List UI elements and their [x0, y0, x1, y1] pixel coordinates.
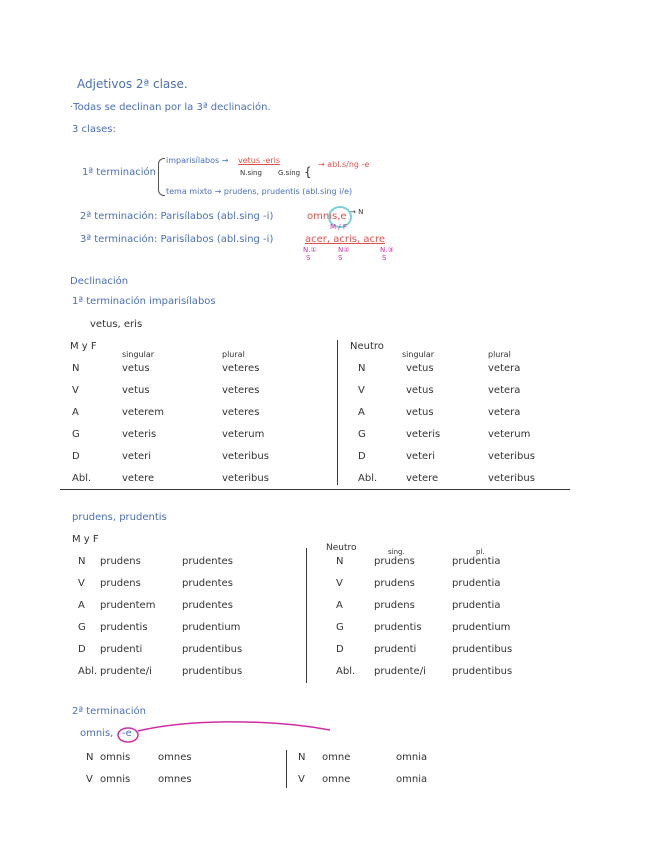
table1-right-cell-plural: veterum [488, 429, 531, 440]
t2-line: 2ª terminación: Parisílabos (abl.sing -i) [80, 211, 274, 222]
table1-left-cell-singular: veteri [122, 451, 152, 462]
t3-line: 3ª terminación: Parisílabos (abl.sing -i) [80, 234, 274, 245]
table2-left-cell-case: N [78, 556, 86, 567]
t3-words: acer, acris, acre [305, 234, 385, 245]
table2-left-cell-plural: prudentium [182, 622, 241, 633]
table2-right-cell-plural: prudentibus [452, 644, 513, 655]
table2-left-cell-singular: prudens [100, 578, 141, 589]
table1-left-cell-singular: vetus [122, 363, 150, 374]
t1-label: 1ª terminación [82, 167, 156, 178]
table3-right-cell-plural: omnia [396, 774, 428, 785]
table2-right-cell-singular: prudens [374, 600, 415, 611]
table1-right-cell-case: G [358, 429, 366, 440]
table2-left-head: M y F [72, 534, 99, 545]
t1-small-brace: { [304, 165, 312, 179]
table1-left-cell-plural: veteres [222, 363, 260, 374]
t3-mark-2b: S [338, 254, 343, 262]
table2-left-cell-plural: prudentibus [182, 644, 243, 655]
t1-tema-mixto: tema mixto → prudens, prudentis (abl.sing i/e) [166, 187, 353, 196]
section-divider [60, 489, 570, 490]
table2-left-cell-plural: prudentes [182, 578, 233, 589]
table3-left-cell-case: V [86, 774, 93, 785]
table1-left-cell-case: V [72, 385, 79, 396]
table1-left-head: M y F [70, 341, 97, 352]
table1-left-cell-plural: veteres [222, 385, 260, 396]
table3-word-b: -e [122, 728, 132, 739]
table1-left-cell-singular: veteris [122, 429, 157, 440]
table1-right-cell-singular: veteri [406, 451, 436, 462]
table3-left-cell-singular: omnis [100, 774, 131, 785]
table1-left-cell-case: G [72, 429, 80, 440]
declinacion-sub: 1ª terminación imparisílabos [72, 296, 216, 307]
table2-right-cell-plural: prudentia [452, 578, 501, 589]
table1-left-cell-plural: veterum [222, 429, 265, 440]
table2-left-cell-singular: prudentem [100, 600, 156, 611]
t1-example: vetus -eris [238, 156, 281, 165]
t1-imparisilabos: imparisílabos → [166, 156, 229, 165]
table1-divider [337, 340, 338, 485]
table3-right-cell-singular: omne [322, 752, 351, 763]
table3-left-cell-plural: omnes [158, 752, 192, 763]
table2-right-cell-case: A [336, 600, 343, 611]
table2-left-cell-singular: prudens [100, 556, 141, 567]
table1-right-cell-singular: vetus [406, 363, 434, 374]
table2-left-cell-case: V [78, 578, 85, 589]
table2-right-cell-singular: prudenti [374, 644, 417, 655]
table1-left-cell-plural: veteres [222, 407, 260, 418]
table2-right-cell-plural: prudentium [452, 622, 511, 633]
table2-right-cell-singular: prudens [374, 556, 415, 567]
table3-right-cell-plural: omnia [396, 752, 428, 763]
table1-left-cell-case: A [72, 407, 79, 418]
t3-mark-3: N.③ [380, 246, 394, 254]
table2-left-cell-case: G [78, 622, 86, 633]
table1-right-cell-case: V [358, 385, 365, 396]
table2-right-cell-case: N [336, 556, 344, 567]
table2-right-cell-case: Abl. [336, 666, 356, 677]
table1-right-cell-case: D [358, 451, 366, 462]
t1-nsing-tag: N.sing [240, 169, 262, 177]
table1-right-plural: plural [488, 350, 511, 359]
table2-left-cell-case: D [78, 644, 86, 655]
t3-mark-2: N② [338, 246, 350, 254]
table3-left-cell-case: N [86, 752, 94, 763]
table1-left-singular: singular [122, 350, 155, 359]
table1-right-cell-case: Abl. [358, 473, 378, 484]
declinacion-heading: Declinación [70, 276, 129, 287]
table2-right-cell-case: V [336, 578, 343, 589]
t3-mark-3b: S [382, 254, 387, 262]
table2-right-cell-case: G [336, 622, 344, 633]
table1-right-cell-plural: vetera [488, 407, 521, 418]
table1-left-cell-case: N [72, 363, 80, 374]
table1-left-cell-plural: veteribus [222, 473, 269, 484]
table1-right-cell-plural: veteribus [488, 473, 535, 484]
classes-line: 3 clases: [72, 124, 116, 135]
t2-mf-tag: M / F [330, 223, 347, 231]
table2-right-cell-plural: prudentia [452, 600, 501, 611]
table1-right-cell-case: N [358, 363, 366, 374]
t1-gsing-tag: G.sing [278, 169, 301, 177]
table1-right-cell-plural: veteribus [488, 451, 535, 462]
table1-right-cell-singular: vetus [406, 407, 434, 418]
table1-right-cell-singular: vetere [406, 473, 439, 484]
table3-magenta-arc [114, 718, 334, 746]
table3-left-cell-plural: omnes [158, 774, 192, 785]
table2-right-cell-case: D [336, 644, 344, 655]
table2-word: prudens, prudentis [72, 512, 167, 523]
table2-sing-label: sing. [388, 548, 405, 556]
table2-left-cell-singular: prudente/i [100, 666, 152, 677]
t2-n-tag: → N [350, 208, 364, 216]
table3-heading: 2ª terminación [72, 706, 146, 717]
table1-left-cell-singular: vetere [122, 473, 155, 484]
table1-left-cell-singular: vetus [122, 385, 150, 396]
table3-right-cell-case: V [298, 774, 305, 785]
table2-left-cell-plural: prudentibus [182, 666, 243, 677]
table1-right-singular: singular [402, 350, 435, 359]
table1-right-head: Neutro [350, 341, 384, 352]
table3-left-cell-singular: omnis [100, 752, 131, 763]
table2-left-cell-case: A [78, 600, 85, 611]
table2-right-head: Neutro [326, 543, 357, 553]
table1-left-cell-singular: veterem [122, 407, 164, 418]
table2-left-cell-plural: prudentes [182, 556, 233, 567]
table1-right-cell-singular: vetus [406, 385, 434, 396]
table3-right-cell-case: N [298, 752, 306, 763]
table1-left-plural: plural [222, 350, 245, 359]
table2-right-cell-singular: prudente/i [374, 666, 426, 677]
t3-mark-1: N.① [303, 246, 317, 254]
table2-right-cell-plural: prudentibus [452, 666, 513, 677]
table2-divider [306, 548, 307, 683]
table3-right-cell-singular: omne [322, 774, 351, 785]
declinacion-word: vetus, eris [90, 319, 143, 330]
t1-brace [158, 158, 165, 196]
table2-right-cell-plural: prudentia [452, 556, 501, 567]
table1-left-cell-case: Abl. [72, 473, 92, 484]
t1-abl-note: → abl.s/ng -e [318, 160, 370, 169]
table2-right-cell-singular: prudentis [374, 622, 422, 633]
table1-left-cell-case: D [72, 451, 80, 462]
table1-right-cell-plural: vetera [488, 385, 521, 396]
table2-right-cell-singular: prudens [374, 578, 415, 589]
intro-line: ·Todas se declinan por la 3ª declinación. [70, 102, 271, 113]
table1-right-cell-case: A [358, 407, 365, 418]
t2-word: omnis,e [307, 211, 347, 222]
table2-left-cell-singular: prudentis [100, 622, 148, 633]
table1-right-cell-singular: veteris [406, 429, 441, 440]
table3-divider [286, 750, 287, 788]
table2-left-cell-singular: prudenti [100, 644, 143, 655]
table2-left-cell-case: Abl. [78, 666, 98, 677]
table2-pl-label: pl. [476, 548, 485, 556]
table3-word-a: omnis, [80, 728, 114, 739]
t3-mark-1b: S [306, 254, 311, 262]
table1-right-cell-plural: vetera [488, 363, 521, 374]
table1-left-cell-plural: veteribus [222, 451, 269, 462]
table2-left-cell-plural: prudentes [182, 600, 233, 611]
page-title: Adjetivos 2ª clase. [77, 77, 188, 91]
